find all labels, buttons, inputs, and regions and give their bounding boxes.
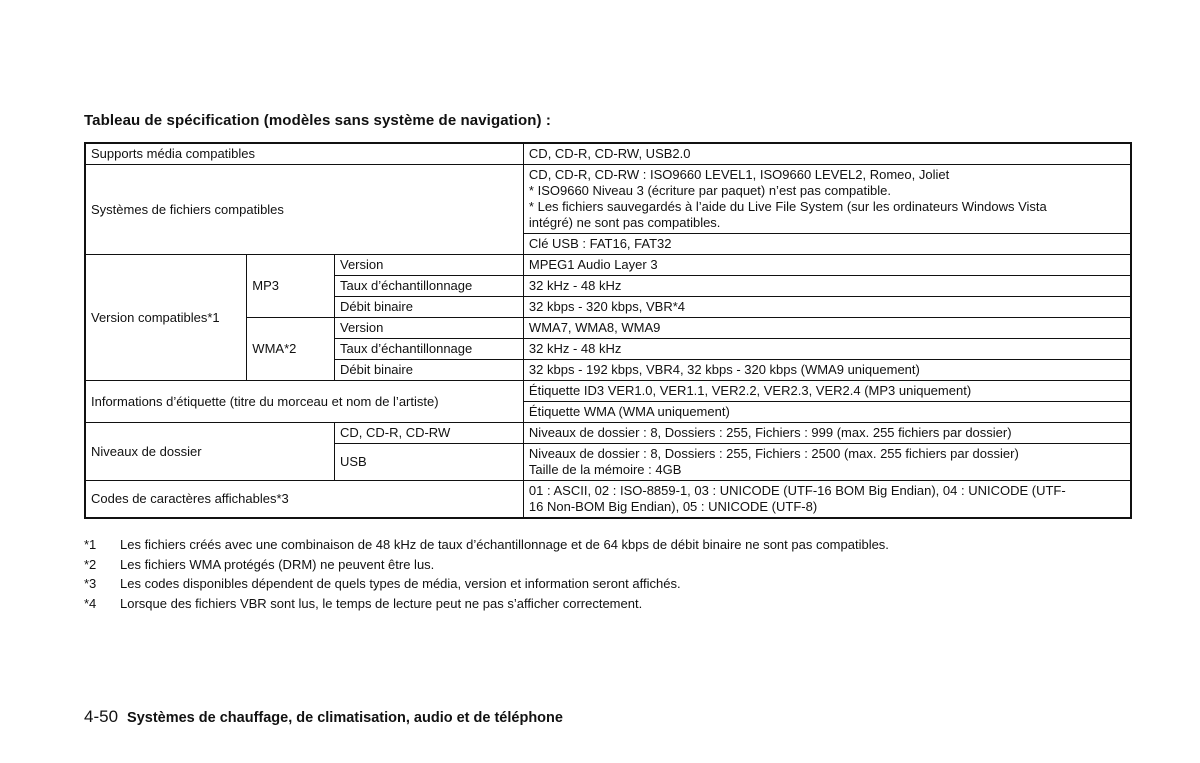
row-label: Niveaux de dossier	[85, 423, 334, 481]
footnote	[84, 535, 889, 555]
footnote-text: Les codes disponibles dépendent de quels types de média, version et information seront affichés.	[120, 576, 681, 591]
row-value: 32 kHz - 48 kHz	[523, 339, 1131, 360]
table-row	[85, 143, 1131, 165]
row-value: MPEG1 Audio Layer 3	[523, 255, 1131, 276]
row-value: CD, CD-R, CD-RW, USB2.0	[523, 143, 1131, 165]
row-value: 32 kbps - 320 kbps, VBR*4	[523, 297, 1131, 318]
footnote-mark: *3	[84, 576, 97, 591]
value-line: Taille de la mémoire : 4GB	[528, 462, 682, 477]
footnote-text: Lorsque des fichiers VBR sont lus, le temps de lecture peut ne pas s’afficher correctement.	[120, 595, 643, 611]
row-label: Version compatibles*1	[85, 255, 247, 381]
sub-label: CD, CD-R, CD-RW	[334, 423, 523, 444]
row-value	[523, 444, 1131, 481]
sub-label: Taux d’échantillonnage	[334, 276, 523, 297]
specification-table	[84, 142, 1132, 519]
page-number: 4-50	[84, 707, 119, 726]
sub-label: Version	[334, 255, 523, 276]
row-value: 32 kbps - 192 kbps, VBR4, 32 kbps - 320 kbps (WMA9 uniquement)	[523, 360, 1131, 381]
sub-label: Débit binaire	[334, 297, 523, 318]
section-title: Systèmes de chauffage, de climatisation, audio et de téléphone	[127, 710, 563, 726]
row-value: 32 kHz - 48 kHz	[523, 276, 1131, 297]
table-row	[85, 381, 1131, 402]
row-label: Codes de caractères affichables*3	[85, 481, 523, 519]
row-value: WMA7, WMA8, WMA9	[523, 318, 1131, 339]
value-line: CD, CD-R, CD-RW : ISO9660 LEVEL1, ISO9660 LEVEL2, Romeo, Joliet	[528, 167, 950, 182]
row-value: Clé USB : FAT16, FAT32	[523, 234, 1131, 255]
value-line: 01 : ASCII, 02 : ISO-8859-1, 03 : UNICODE (UTF-16 BOM Big Endian), 04 : UNICODE (UTF-	[528, 483, 1066, 498]
row-label: Supports média compatibles	[85, 143, 523, 165]
row-value	[523, 481, 1131, 519]
footnotes	[84, 535, 889, 613]
sub-label: USB	[334, 444, 523, 481]
row-value: Niveaux de dossier : 8, Dossiers : 255, Fichiers : 999 (max. 255 fichiers par dossier)	[523, 423, 1131, 444]
row-label: Informations d’étiquette (titre du morceau et nom de l’artiste)	[85, 381, 523, 423]
page-footer	[84, 707, 563, 727]
format-label: WMA*2	[247, 318, 335, 381]
footnote	[84, 594, 889, 614]
footnote	[84, 555, 889, 575]
sub-label: Débit binaire	[334, 360, 523, 381]
table-row	[85, 423, 1131, 444]
row-value: Étiquette ID3 VER1.0, VER1.1, VER2.2, VER2.3, VER2.4 (MP3 uniquement)	[523, 381, 1131, 402]
value-line: intégré) ne sont pas compatibles.	[528, 215, 721, 230]
value-line: * ISO9660 Niveau 3 (écriture par paquet) n’est pas compatible.	[528, 183, 891, 198]
format-label: MP3	[247, 255, 335, 318]
value-line: * Les fichiers sauvegardés à l’aide du Live File System (sur les ordinateurs Windows Vista	[528, 199, 1047, 214]
row-value: Étiquette WMA (WMA uniquement)	[523, 402, 1131, 423]
table-row	[85, 165, 1131, 234]
sub-label: Taux d’échantillonnage	[334, 339, 523, 360]
table-row	[85, 481, 1131, 519]
table-row	[85, 255, 1131, 276]
footnote	[84, 574, 889, 594]
footnote-mark: *1	[84, 537, 97, 552]
footnote-mark: *2	[84, 556, 97, 572]
row-label: Systèmes de fichiers compatibles	[85, 165, 523, 255]
table-heading: Tableau de spécification (modèles sans système de navigation) :	[84, 112, 551, 129]
value-line: Niveaux de dossier : 8, Dossiers : 255, Fichiers : 2500 (max. 255 fichiers par dossier)	[528, 446, 1019, 461]
row-value	[523, 165, 1131, 234]
footnote-text: Les fichiers WMA protégés (DRM) ne peuvent être lus.	[120, 556, 435, 572]
value-line: 16 Non-BOM Big Endian), 05 : UNICODE (UTF-8)	[528, 499, 818, 514]
footnote-mark: *4	[84, 595, 97, 611]
sub-label: Version	[334, 318, 523, 339]
footnote-text: Les fichiers créés avec une combinaison de 48 kHz de taux d’échantillonnage et de 64 kbps de débit binaire ne sont pas compatibles.	[120, 537, 889, 552]
